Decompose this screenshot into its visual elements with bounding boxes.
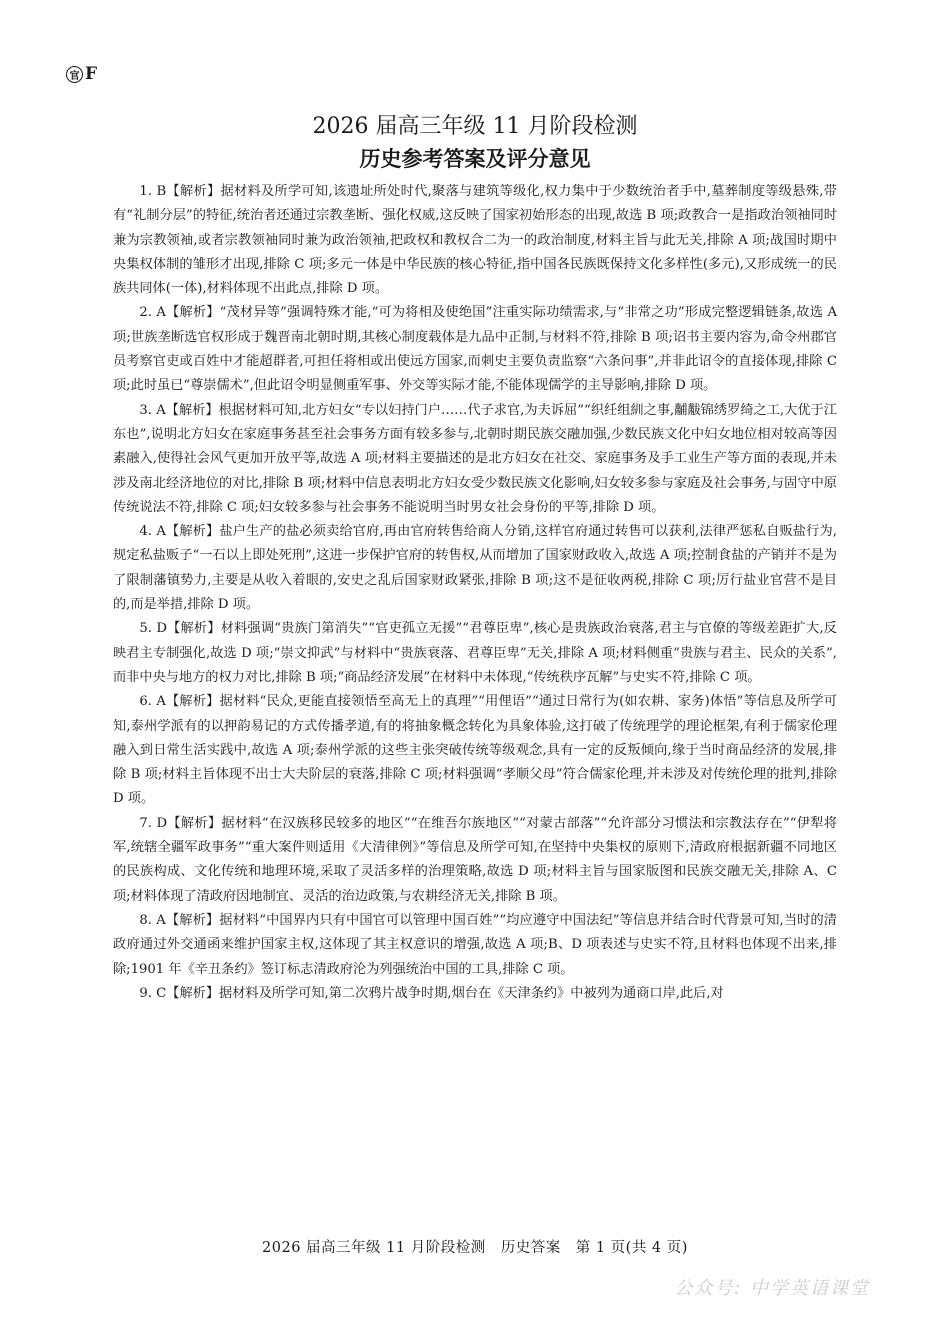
answer-6: 6. A【解析】据材料“民众,更能直接领悟至高无上的真理”“用俚语”“通过日常行为(如农耕、家务)体悟”等信息及所学可知,泰州学派有的以押韵易记的方式传播孝道,有的将抽象概念转化为具象体验,这打破了传统理学的理论框架,有利于儒家伦理融入到日常生活实践中,故选 A 项;泰州学派的这些主张突破传统等级观念,具有一定的反叛倾向,缘于当时商品经济的发展,排除 B 项;材料主旨体现不出士大夫阶层的衰落,排除 C 项;材料强调“孝顺父母”符合儒家伦理,并未涉及对传统伦理的批判,排除 D 项。 bbox=[113, 694, 837, 807]
page-title: 2026 届高三年级 11 月阶段检测 bbox=[312, 114, 638, 139]
logo bbox=[66, 64, 97, 84]
logo-circle-mark: 官 bbox=[66, 66, 83, 83]
answer-2: 2. A【解析】“茂材异等”强调特殊才能,“可为将相及使绝国”注重实际功绩需求,与“非常之功”形成完整逻辑链条,故选 A 项;世族垄断选官权形成于魏晋南北朝时期,其核心制度载体是九品中正制,与材料不符,排除 B 项;诏书主要内容为,命令州郡官员考察官吏或百姓中才能超群者,可担任将相或出使远方国家,而刺史主要负责监察“六条问事”,并非此诏令的直接体现,排除 C 项;此时虽已“尊崇儒术”,但此诏令明显侧重军事、外交等实际才能,不能体现儒学的主导影响,排除 D 项。 bbox=[113, 305, 837, 394]
answer-3: 3. A【解析】根据材料可知,北方妇女“专以妇持门户……代子求官,为夫诉屈”“织纴组紃之事,黼黻锦绣罗绮之工,大优于江东也”,说明北方妇女在家庭事务甚至社会事务方面有较多参与,北朝时期民族交融加强,少数民族文化中妇女地位相对较高等因素融入,使得社会风气更加开放平等,故选 A 项;材料主要描述的是北方妇女在社交、家庭事务及手工业生产等方面的表现,并未涉及南北经济地位的对比,排除 B 项;材料中信息表明北方妇女受少数民族文化影响,妇女较多参与家庭及社会事务,与固守中原传统说法不符,排除 C 项;妇女较多参与社会事务不能说明当时男女社会身份的平等,排除 D 项。 bbox=[113, 402, 837, 515]
answer-8: 8. A【解析】据材料“中国界内只有中国官可以管理中国百姓”“均应遵守中国法纪”等信息并结合时代背景可知,当时的清政府通过外交通函来维护国家主权,这体现了其主权意识的增强,故选 A 项;B、D 项表述与史实不符,且材料也体现不出来,排除;1901 年《辛丑条约》签订标志清政府沦为列强统治中国的工具,排除 C 项。 bbox=[113, 912, 837, 977]
watermark: 公众号: 中学英语课堂 bbox=[674, 1278, 870, 1299]
page-footer: 2026 届高三年级 11 月阶段检测 历史答案 第 1 页(共 4 页) bbox=[262, 1240, 688, 1256]
answer-content bbox=[113, 180, 837, 1006]
logo-letter: F bbox=[85, 64, 98, 84]
answer-5: 5. D【解析】材料强调“贵族门第消失”“官吏孤立无援”“君尊臣卑”,核心是贵族政治衰落,君主与官僚的等级差距扩大,反映君主专制强化,故选 D 项;“崇文抑武”与材料中“贵族衰落、君尊臣卑”无关,排除 A 项;材料侧重“贵族与君主、民众的关系”,而非中央与地方的权力对比,排除 B 项;“商品经济发展”在材料中未体现,“传统秩序瓦解”与史实不符,排除 C 项。 bbox=[113, 621, 837, 685]
answer-1: 1. B【解析】据材料及所学可知,该遗址所处时代,聚落与建筑等级化,权力集中于少数统治者手中,墓葬制度等级悬殊,带有“礼制分层”的特征,统治者还通过宗教垄断、强化权威,这反映了国家初始形态的出现,故选 B 项;政教合一是指政治领袖同时兼为宗教领袖,或者宗教领袖同时兼为政治领袖,把政权和教权合二为一的政治制度,材料主旨与此无关,排除 A 项;战国时期中央集权体制的雏形才出现,排除 C 项;多元一体是中华民族的核心特征,指中国各民族既保持文化多样性(多元),又形成统一的民族共同体(一体),材料体现不出此点,排除 D 项。 bbox=[113, 184, 837, 297]
answer-7: 7. D【解析】据材料“在汉族移民较多的地区”“在维吾尔族地区”“对蒙古部落”“允许部分习惯法和宗教法存在”“伊犁将军,统辖全疆军政事务”“重大案件则适用《大清律例》”等信息及所学可知,在坚持中央集权的原则下,清政府根据新疆不同地区的民族构成、文化传统和地理环境,采取了灵活多样的治理策略,故选 D 项;材料主旨与国家版图和民族交融无关,排除 A、C 项;材料体现了清政府因地制宜、灵活的治边政策,与农耕经济无关,排除 B 项。 bbox=[113, 815, 837, 904]
answer-9: 9. C【解析】据材料及所学可知,第二次鸦片战争时期,烟台在《天津条约》中被列为通商口岸,此后,对 bbox=[139, 985, 724, 1001]
answer-4: 4. A【解析】盐户生产的盐必须卖给官府,再由官府转售给商人分销,这样官府通过转售可以获利,法律严惩私自贩盐行为,规定私盐贩子“一石以上即处死刑”,这进一步保护官府的转售权,从而增加了国家财政收入,故选 A 项;控制食盐的产销并不是为了限制藩镇势力,主要是从收入着眼的,安史之乱后国家财政紧张,排除 B 项;这不是征收两税,排除 C 项;厉行盐业官营不是目的,而是举措,排除 D 项。 bbox=[113, 524, 837, 613]
page-subtitle: 历史参考答案及评分意见 bbox=[359, 147, 591, 171]
